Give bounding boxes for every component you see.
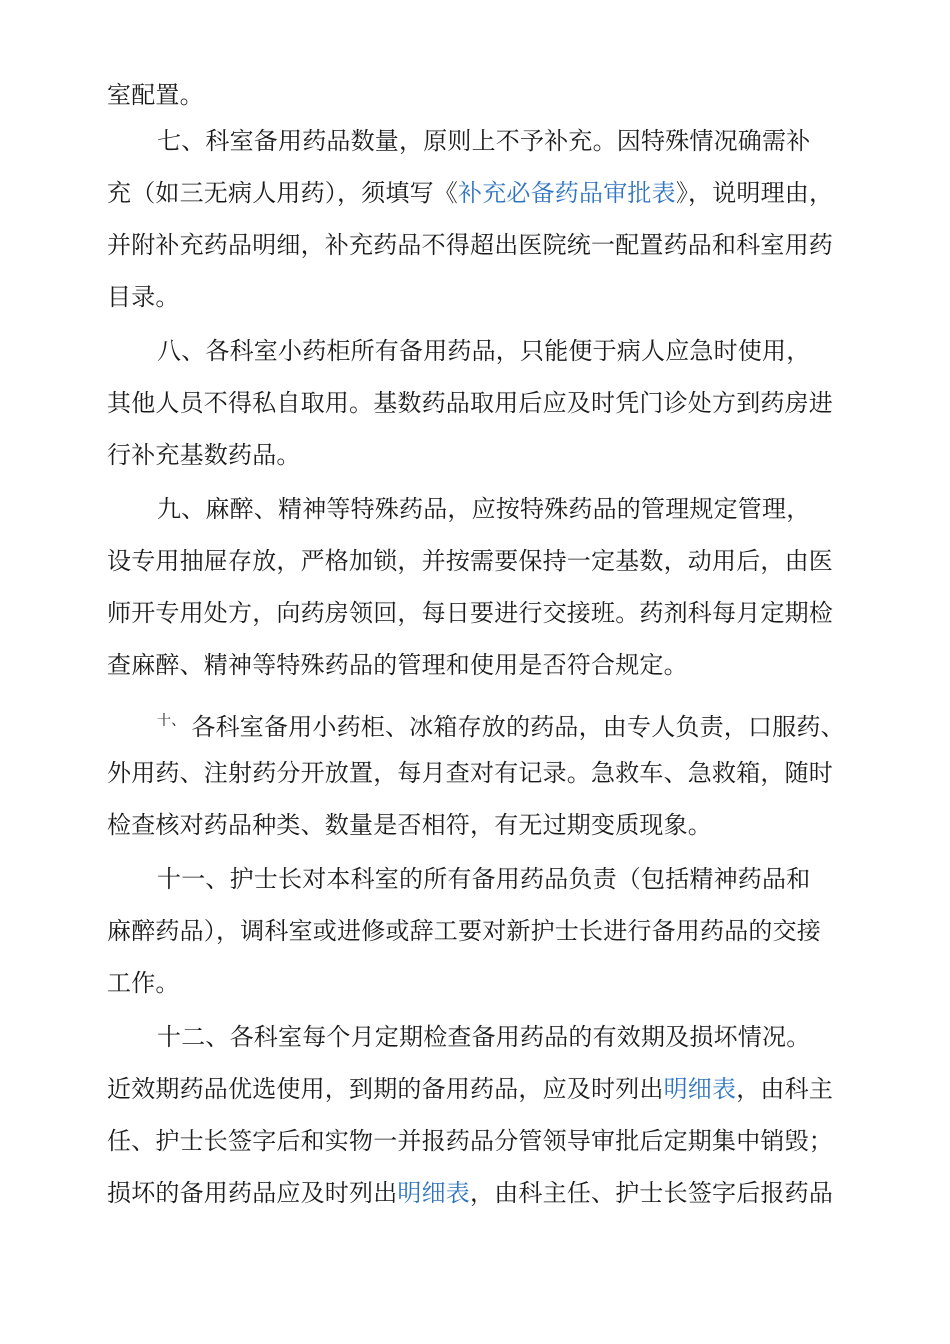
- paragraph-p11-line-2: [107, 916, 821, 946]
- paragraph-p9-line-2: [107, 546, 833, 576]
- paragraph-p9-line-1: [157, 494, 810, 524]
- text-run: 充（如三无病人用药），须填写《: [107, 179, 458, 207]
- text-run: 》，说明理由，: [675, 179, 834, 207]
- text-run: 近效期药品优选使用，到期的备用药品，应及时列出: [107, 1075, 664, 1103]
- paragraph-p7-line-1: [157, 126, 810, 156]
- paragraph-p12-line-4: [107, 1178, 833, 1208]
- text-run: 损坏的备用药品应及时列出: [107, 1179, 398, 1207]
- text-run: 八、各科室小药柜所有备用药品，只能便于病人应急时使用，: [157, 337, 811, 365]
- paragraph-p6-tail-line-1: [107, 80, 204, 110]
- text-run: 其他人员不得私自取用。基数药品取用后应及时凭门诊处方到药房进: [107, 389, 833, 417]
- paragraph-p10-line-1: [157, 706, 845, 742]
- paragraph-p10-line-3: [107, 810, 712, 840]
- text-run: 任、护士长签字后和实物一并报药品分管领导审批后定期集中销毁；: [107, 1127, 833, 1155]
- link-detail-list[interactable]: 明细表: [397, 1179, 471, 1207]
- paragraph-p12-line-2: [107, 1074, 833, 1104]
- text-run: 外用药、注射药分开放置，每月查对有记录。急救车、急救箱，随时: [107, 759, 833, 787]
- text-run: 十一、护士长对本科室的所有备用药品负责（包括精神药品和: [157, 865, 811, 893]
- text-run: 各科室备用小药柜、冰箱存放的药品，由专人负责，口服药、: [191, 713, 845, 741]
- text-run: 麻醉药品），调科室或进修或辞工要对新护士长进行备用药品的交接: [107, 917, 821, 945]
- paragraph-p8-line-2: [107, 388, 833, 418]
- text-run: 并附补充药品明细，补充药品不得超出医院统一配置药品和科室用药: [107, 231, 833, 259]
- paragraph-p7-line-2: [107, 178, 833, 208]
- text-run: 室配置。: [107, 81, 204, 109]
- paragraph-p8-line-3: [107, 440, 301, 470]
- text-run: 十二、各科室每个月定期检查备用药品的有效期及损坏情况。: [157, 1023, 811, 1051]
- paragraph-p9-line-3: [107, 598, 833, 628]
- link-supplement-approval-form[interactable]: 补充必备药品审批表: [458, 179, 676, 207]
- paragraph-p8-line-1: [157, 336, 810, 366]
- paragraph-p7-line-3: [107, 230, 833, 260]
- text-run: 检查核对药品种类、数量是否相符，有无过期变质现象。: [107, 811, 712, 839]
- paragraph-p7-line-4: [107, 282, 180, 312]
- paragraph-p11-line-1: [157, 864, 810, 894]
- section-number: 十、: [157, 713, 186, 729]
- text-run: 查麻醉、精神等特殊药品的管理和使用是否符合规定。: [107, 651, 688, 679]
- text-run: 九、麻醉、精神等特殊药品，应按特殊药品的管理规定管理，: [157, 495, 811, 523]
- text-run: ，由科主任、护士长签字后报药品: [470, 1179, 834, 1207]
- paragraph-p11-line-3: [107, 968, 180, 998]
- text-run: ，由科主: [736, 1075, 834, 1103]
- paragraph-p12-line-1: [157, 1022, 810, 1052]
- link-detail-list[interactable]: 明细表: [663, 1075, 737, 1103]
- text-run: 七、科室备用药品数量，原则上不予补充。因特殊情况确需补: [157, 127, 811, 155]
- paragraph-p10-line-2: [107, 758, 833, 788]
- paragraph-p9-line-4: [107, 650, 688, 680]
- text-run: 目录。: [107, 283, 180, 311]
- text-run: 师开专用处方，向药房领回，每日要进行交接班。药剂科每月定期检: [107, 599, 833, 627]
- text-run: 工作。: [107, 969, 180, 997]
- text-run: 设专用抽屉存放，严格加锁，并按需要保持一定基数，动用后，由医: [107, 547, 833, 575]
- text-run: 行补充基数药品。: [107, 441, 301, 469]
- paragraph-p12-line-3: [107, 1126, 833, 1156]
